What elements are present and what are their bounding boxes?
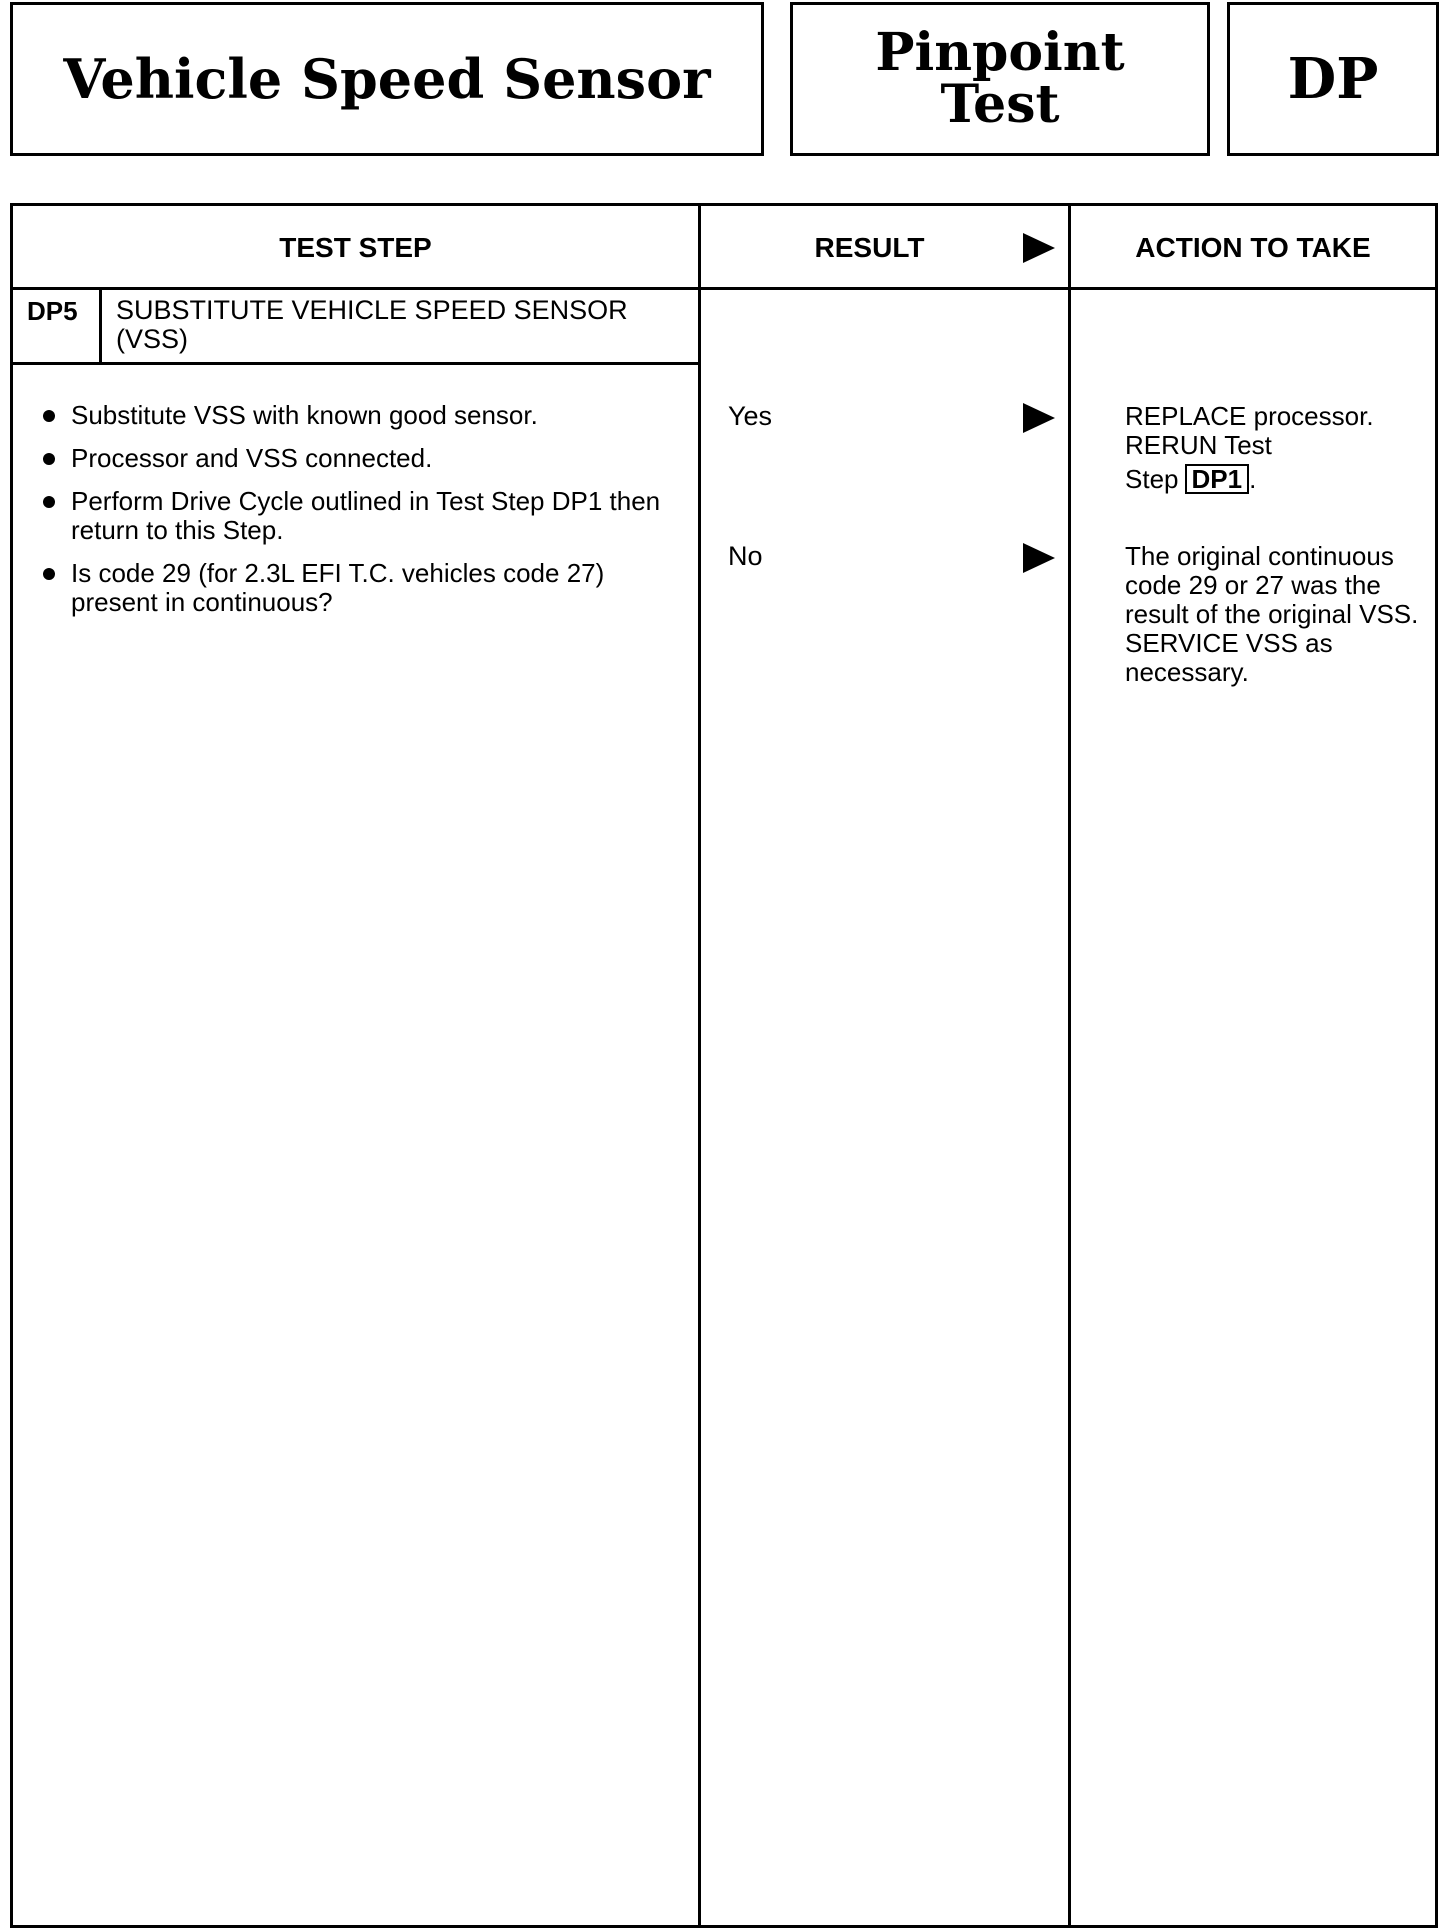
- instruction-item: Substitute VSS with known good sensor.: [43, 401, 693, 430]
- step-instructions: [43, 401, 693, 631]
- result-yes-arrow-icon: [1023, 403, 1055, 433]
- column-divider-2: [1068, 206, 1071, 1925]
- column-divider-1: [698, 206, 701, 1925]
- action-yes-line2: RERUN Test: [1125, 430, 1272, 460]
- instruction-item: Perform Drive Cycle outlined in Test Step DP1 then return to this Step.: [43, 487, 693, 545]
- step-id: DP5: [27, 296, 78, 326]
- action-no: The original continuous code 29 or 27 was the result of the original VSS. SERVICE VSS as necessary.: [1125, 541, 1419, 687]
- step-title-divider: [13, 362, 701, 365]
- action-yes-step-line: [1125, 464, 1425, 494]
- action-yes: [1125, 402, 1425, 494]
- title-box: [10, 2, 764, 156]
- instruction-item: Is code 29 (for 2.3L EFI T.C. vehicles code 27) present in continuous?: [43, 559, 693, 617]
- step-reference-dp1: DP1: [1185, 464, 1250, 494]
- test-code: DP: [1287, 46, 1379, 112]
- column-header-result: RESULT: [814, 232, 925, 263]
- test-table: [10, 203, 1438, 1928]
- step-id-divider: [99, 290, 102, 365]
- test-type-box: [790, 2, 1210, 156]
- result-no-arrow-icon: [1023, 543, 1055, 573]
- test-code-box: [1227, 2, 1439, 156]
- header-arrow-icon: [1023, 233, 1055, 263]
- action-yes-step-suffix: .: [1249, 464, 1257, 494]
- test-type-label: [875, 22, 1125, 135]
- column-header-action: ACTION TO TAKE: [1135, 232, 1371, 263]
- page-title: Vehicle Speed Sensor: [63, 47, 711, 111]
- step-title: SUBSTITUTE VEHICLE SPEED SENSOR (VSS): [116, 295, 628, 354]
- action-yes-line1: REPLACE processor.: [1125, 401, 1374, 431]
- test-type-line1: Pinpoint: [875, 22, 1125, 83]
- test-type-line2: Test: [940, 74, 1060, 135]
- instruction-item: Processor and VSS connected.: [43, 444, 693, 473]
- result-no: No: [728, 541, 763, 571]
- column-header-test-step: TEST STEP: [279, 232, 432, 263]
- action-yes-step-prefix: Step: [1125, 464, 1179, 494]
- result-yes: Yes: [728, 401, 773, 431]
